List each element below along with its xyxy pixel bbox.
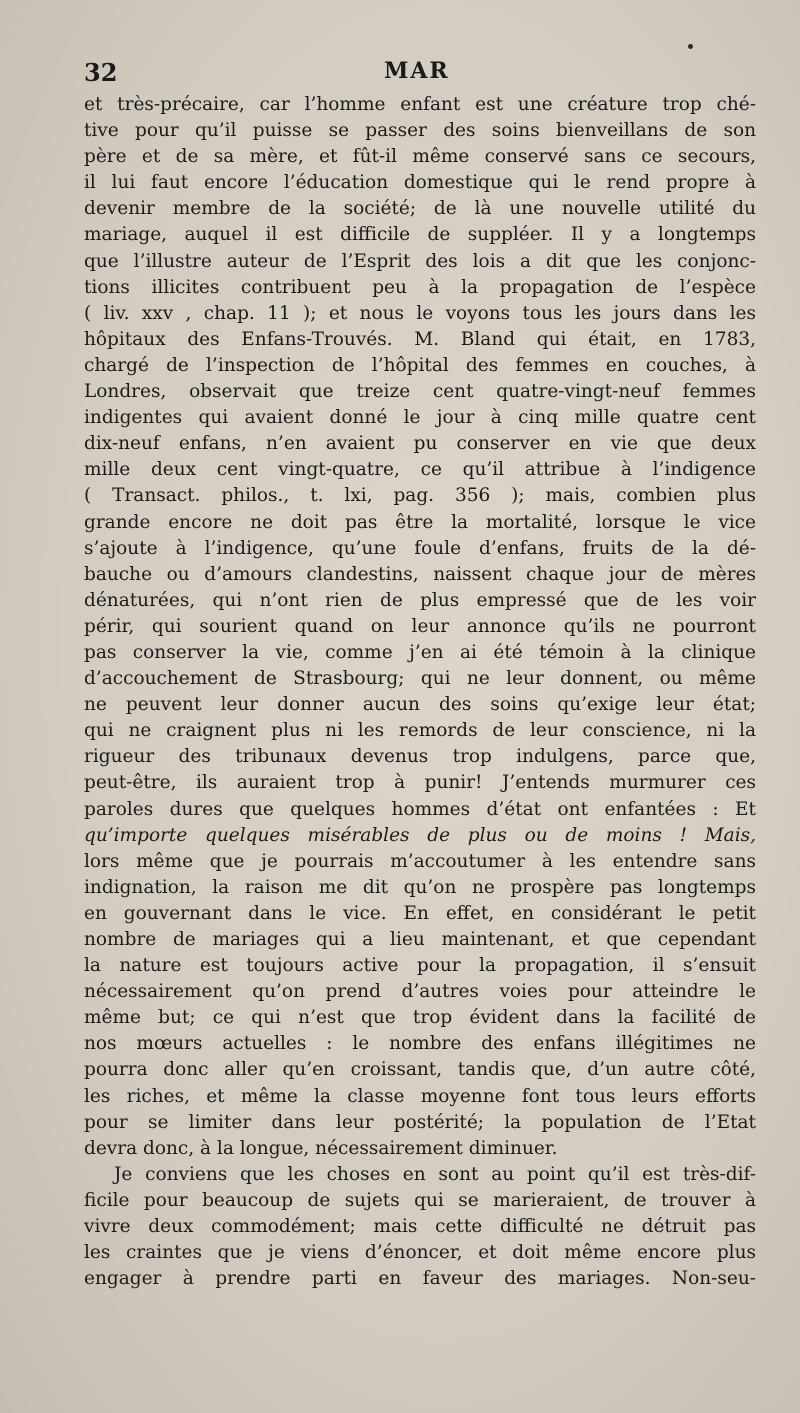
text-line: d’accouchement de Strasbourg; qui ne leur donnent, ou même [84,668,756,690]
text-line: hôpitaux des Enfans-Trouvés. M. Bland qui était, en 1783, [84,328,756,350]
text-line: nos mœurs actuelles : le nombre des enfans illégitimes ne [84,1033,756,1055]
text-line: bauche ou d’amours clandestins, naissent chaque jour de mères [84,563,756,585]
body-text [84,92,756,1292]
text-line: devenir membre de la société; de là une nouvelle utilité du [84,198,756,220]
text-line: même but; ce qui n’est que trop évident dans la facilité de [84,1007,756,1029]
ink-speck [688,44,693,49]
text-line: nombre de mariages qui a lieu maintenant, et que cependant [84,929,756,950]
text-line: ( Transact. philos., t. lxi, pag. 356 ); mais, combien plus [84,485,756,507]
text-line: dix-neuf enfans, n’en avaient pu conserver en vie que deux [84,433,756,455]
text-line: grande encore ne doit pas être la mortalité, lorsque le vice [84,511,756,533]
text-line: en gouvernant dans le vice. En effet, en considérant le petit [84,902,756,924]
text-line: s’ajoute à l’indigence, qu’une foule d’enfans, fruits de la dé- [84,537,756,559]
text-line: mariage, auquel il est difficile de suppléer. Il y a longtemps [84,224,756,246]
text-line: pourra donc aller qu’en croissant, tandis que, d’un autre côté, [84,1059,756,1081]
text-line: mille deux cent vingt-quatre, ce qu’il attribue à l’indigence [84,459,756,481]
text-line: engager à prendre parti en faveur des mariages. Non-seu- [84,1268,756,1290]
text-line: devra donc, à la longue, nécessairement diminuer. [84,1137,558,1159]
text-line: pas conserver la vie, comme j’en ai été témoin à la clinique [84,641,756,663]
text-line: peut-être, ils auraient trop à punir! J’entends murmurer ces [84,772,756,794]
text-line: pour se limiter dans leur postérité; la population de l’Etat [84,1111,756,1133]
text-line: rigueur des tribunaux devenus trop indulgens, parce que, [84,746,756,768]
page-number: 32 [84,58,118,87]
text-line: la nature est toujours active pour la propagation, il s’ensuit [84,955,756,977]
text-line: ficile pour beaucoup de sujets qui se marieraient, de trouver à [84,1189,756,1211]
text-line: nécessairement qu’on prend d’autres voies pour atteindre le [84,981,756,1003]
text-line: Londres, observait que treize cent quatre-vingt-neuf femmes [84,381,756,403]
text-line: indignation, la raison me dit qu’on ne prospère pas longtemps [84,876,756,898]
text-line: chargé de l’inspection de l’hôpital des femmes en couches, à [84,354,756,376]
text-line: Je conviens que les choses en sont au point qu’il est très-dif- [114,1163,756,1185]
text-line: dénaturées, qui n’ont rien de plus empressé que de les voir [84,589,756,611]
text-line: périr, qui sourient quand on leur annonce qu’ils ne pourront [84,615,756,637]
running-head: MAR [384,58,450,84]
text-line: ( liv. xxv , chap. 11 ); et nous le voyons tous les jours dans les [84,302,756,324]
text-line: paroles dures que quelques hommes d’état ont enfantées : Et [84,798,756,820]
text-line: tions illicites contribuent peu à la propagation de l’espèce [84,276,756,298]
text-line: père et de sa mère, et fût-il même conservé sans ce secours, [84,146,756,168]
text-line: indigentes qui avaient donné le jour à cinq mille quatre cent [84,407,756,429]
text-line: les craintes que je viens d’énoncer, et doit même encore plus [84,1242,756,1264]
text-line: les riches, et même la classe moyenne font tous leurs efforts [84,1085,756,1107]
text-line: qui ne craignent plus ni les remords de leur conscience, ni la [84,720,756,742]
text-line: qu’importe quelques misérables de plus ou de moins ! Mais, [84,824,756,846]
text-line: que l’illustre auteur de l’Esprit des lois a dit que les conjonc- [84,250,756,272]
text-line: tive pour qu’il puisse se passer des soins bienveillans de son [84,120,756,142]
text-line: et très-précaire, car l’homme enfant est une créature trop ché- [84,94,756,115]
page-header [84,58,756,92]
text-line: lors même que je pourrais m’accoutumer à les entendre sans [84,850,756,872]
text-line: ne peuvent leur donner aucun des soins qu’exige leur état; [84,694,756,716]
text-line: vivre deux commodément; mais cette difficulté ne détruit pas [84,1216,756,1238]
text-line: il lui faut encore l’éducation domestique qui le rend propre à [84,172,756,194]
